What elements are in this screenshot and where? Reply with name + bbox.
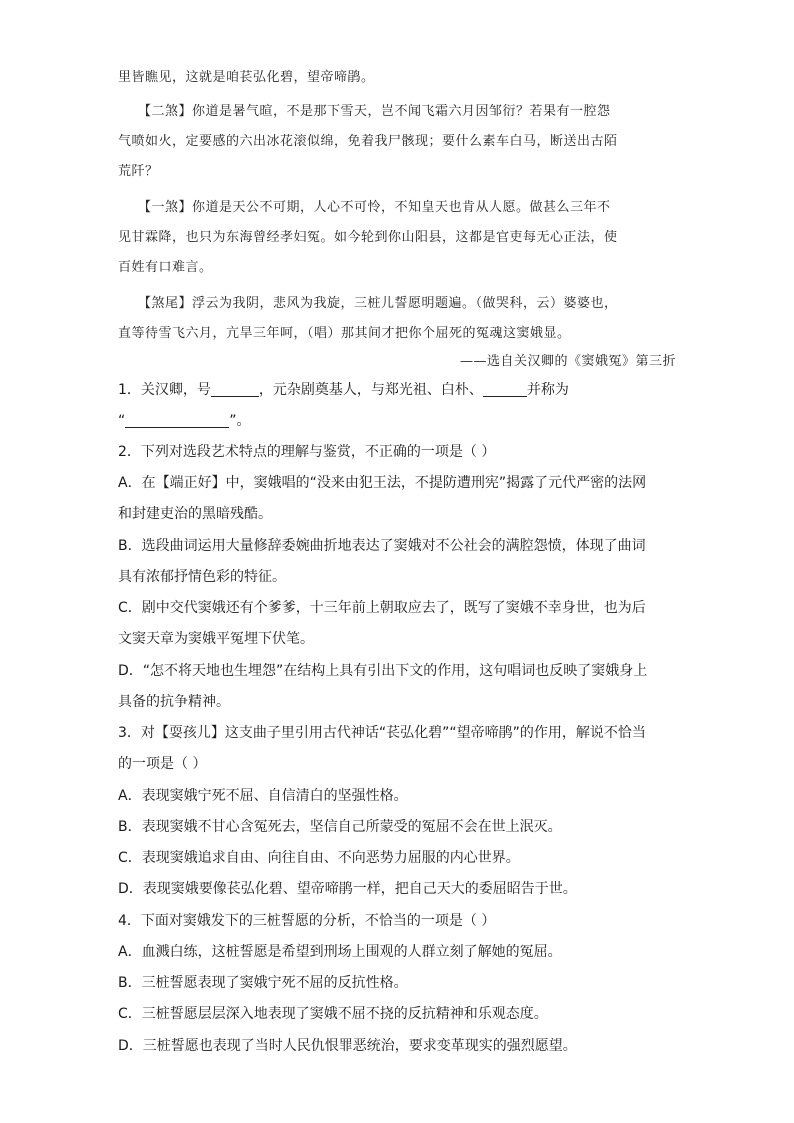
question-2-option-b: B．选段曲词运用大量修辞委婉曲折地表达了窦娥对不公社会的满腔怨愤，体现了曲词 <box>118 538 646 554</box>
question-3-option-d: D．表现窦娥要像苌弘化碧、望帝啼鹃一样，把自己天大的委屈昭告于世。 <box>118 881 577 897</box>
answer-blank[interactable] <box>211 382 259 397</box>
question-2-option-c: C．剧中交代窦娥还有个爹爹，十三年前上朝取应去了，既写了窦娥不幸身世，也为后 <box>118 600 646 616</box>
passage-yi-sha-line: 见甘霖降，也只为东海曾经孝妇冤。如今轮到你山阳县，这都是官吏每无心正法，使 <box>118 230 618 245</box>
question-2-option-a: A．在【端正好】中，窦娥唱的“没来由犯王法，不提防遭刑宪”揭露了元代严密的法网 <box>118 475 647 491</box>
passage-er-sha-line: 气喷如火，定要感的六出冰花滚似绵，免着我尸骸现；要什么素车白马，断送出古陌 <box>118 134 618 149</box>
passage-yi-sha-line: 【一煞】你道是天公不可期，人心不可怜，不知皇天也肯从人愿。做甚么三年不 <box>138 200 611 215</box>
question-3-stem: 3．对【耍孩儿】这支曲子里引用古代神话“苌弘化碧”“望帝啼鹃”的作用，解说不恰当 <box>118 725 646 741</box>
passage-source: ——选自关汉卿的《窦娥冤》第三折 <box>459 354 676 369</box>
question-3-stem: 的一项是（ ） <box>118 756 207 772</box>
question-2-option-a: 和封建吏治的黑暗残酷。 <box>118 506 272 522</box>
question-3-option-c: C．表现窦娥追求自由、向往自由、不向恶势力屈服的内心世界。 <box>118 850 520 866</box>
answer-blank[interactable] <box>125 413 229 428</box>
question-3-option-a: A．表现窦娥宁死不屈、自信清白的坚强性格。 <box>118 788 408 804</box>
question-4-stem: 4．下面对窦娥发下的三桩誓愿的分析，不恰当的一项是（ ） <box>118 913 496 929</box>
question-2-option-b: 具有浓郁抒情色彩的特征。 <box>118 569 286 585</box>
question-4-option-b: B．三桩誓愿表现了窦娥宁死不屈的反抗性格。 <box>118 975 408 991</box>
open-quote: “ <box>118 413 126 429</box>
question-4-option-d: D．三桩誓愿也表现了当时人民仇恨罪恶统治，要求变革现实的强烈愿望。 <box>118 1038 577 1054</box>
question-1-text: ，元杂剧奠基人，与郑光祖、白朴、 <box>258 382 483 398</box>
question-4-option-c: C．三桩誓愿层层深入地表现了窦娥不屈不挠的反抗精神和乐观态度。 <box>118 1006 548 1022</box>
question-2-option-d: D．“怎不将天地也生埋怨”在结构上具有引出下文的作用，这句唱词也反映了窦娥身上 <box>118 663 648 679</box>
passage-sha-wei-line: 直等待雪飞六月，亢旱三年呵，（唱）那其间才把你个屈死的冤魂这窦娥显。 <box>118 326 571 341</box>
question-1 <box>118 379 569 399</box>
passage-line: 里皆瞧见，这就是咱苌弘化碧，望帝啼鹃。 <box>118 70 375 85</box>
question-3-option-b: B．表现窦娥不甘心含冤死去，坚信自己所蒙受的冤屈不会在世上泯灭。 <box>118 819 562 835</box>
question-1-text: 并称为 <box>526 382 569 398</box>
question-1-text: 1．关汉卿，号 <box>118 382 211 398</box>
question-4-option-a: A．血溅白练，这桩誓愿是希望到刑场上围观的人群立刻了解她的冤屈。 <box>118 944 562 960</box>
question-1-cont <box>118 410 251 430</box>
answer-blank[interactable] <box>483 382 527 397</box>
passage-yi-sha-line: 百姓有口难言。 <box>118 260 213 275</box>
passage-sha-wei-line: 【煞尾】浮云为我阴，悲风为我旋，三桩儿誓愿明题遍。（做哭科，云）婆婆也， <box>138 296 618 311</box>
passage-er-sha-line: 【二煞】你道是暑气暄，不是那下雪天，岂不闻飞霜六月因邹衍？若果有一腔怨 <box>138 104 611 119</box>
question-2-option-c: 文窦天章为窦娥平冤埋下伏笔。 <box>118 631 314 647</box>
question-2-option-d: 具备的抗争精神。 <box>118 694 230 710</box>
question-2-stem: 2．下列对选段艺术特点的理解与鉴赏，不正确的一项是（ ） <box>118 444 496 460</box>
close-quote: ”。 <box>229 413 251 429</box>
passage-er-sha-line: 荒阡？ <box>118 164 159 179</box>
